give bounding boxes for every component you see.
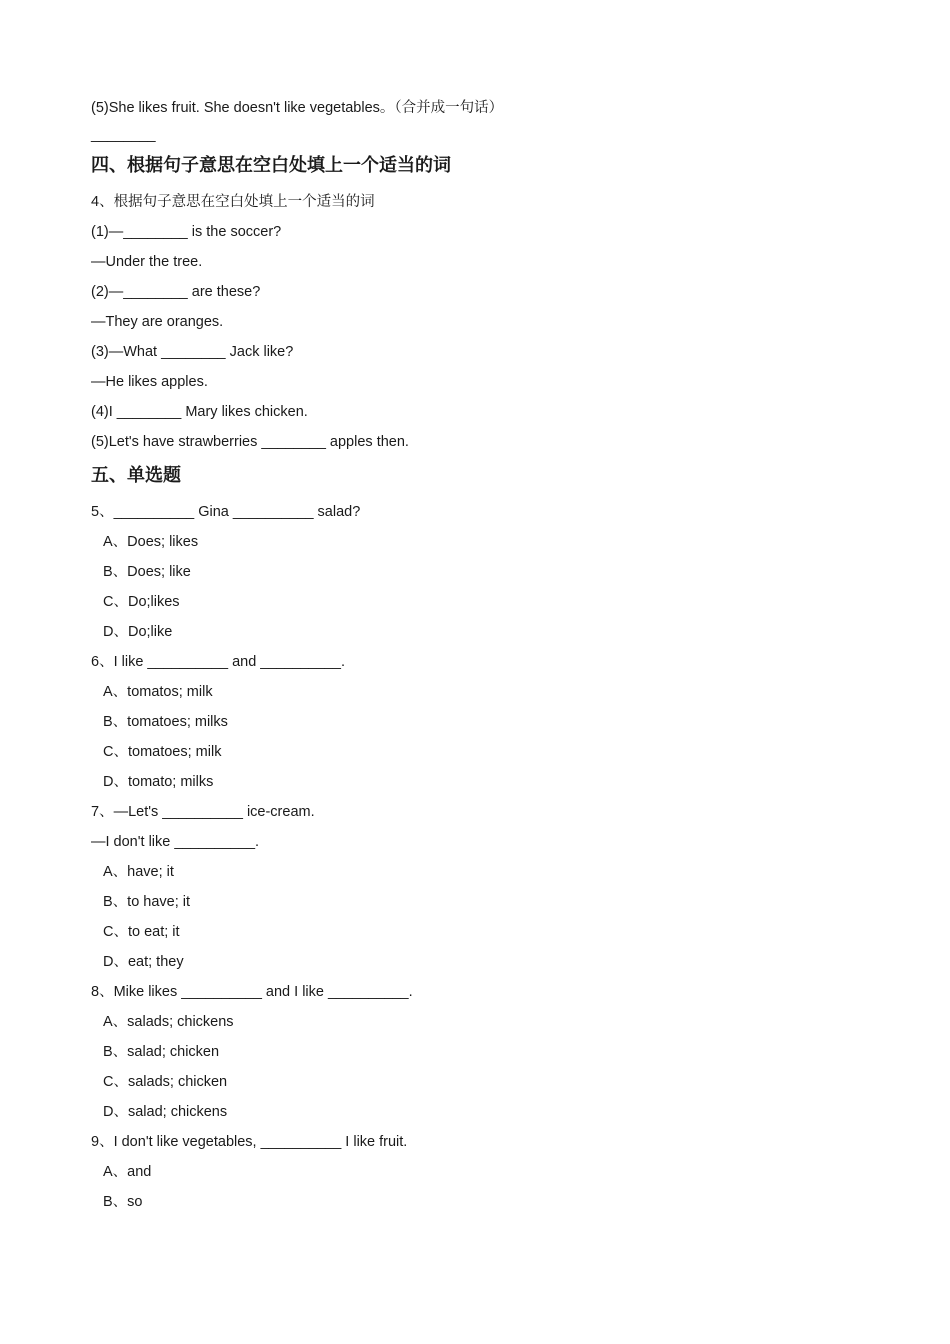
answer-option: A、have; it <box>103 864 174 880</box>
answer-option: B、Does; like <box>103 564 191 580</box>
q3-5-combine-sentence: (5)She likes fruit. She doesn't like vegetables。（合并成一句话） <box>91 100 504 116</box>
question-stem: 5、__________ Gina __________ salad? <box>91 504 361 520</box>
section-5-heading: 五、单选题 <box>91 465 181 486</box>
answer-option: B、salad; chicken <box>103 1044 220 1060</box>
answer-option: C、Do;likes <box>103 594 180 610</box>
question-stem: 7、—Let's __________ ice-cream. <box>91 804 315 820</box>
answer-option: C、tomatoes; milk <box>103 744 222 760</box>
answer-option: D、salad; chickens <box>103 1104 228 1120</box>
answer-option: D、tomato; milks <box>103 774 214 790</box>
answer-option: C、salads; chicken <box>103 1074 228 1090</box>
answer-option: A、tomatos; milk <box>103 684 213 700</box>
answer-option: C、to eat; it <box>103 924 180 940</box>
answer-option: A、salads; chickens <box>103 1014 234 1030</box>
answer-option: B、to have; it <box>103 894 191 910</box>
question-stem: 8、Mike likes __________ and I like __________. <box>91 984 413 1000</box>
section-4-line: (2)—________ are these? <box>91 284 261 300</box>
answer-option: B、tomatoes; milks <box>103 714 228 730</box>
answer-option: B、so <box>103 1194 143 1210</box>
section-4-line: —They are oranges. <box>91 314 224 330</box>
section-4-line: —Under the tree. <box>91 254 203 270</box>
worksheet-page <box>91 93 891 1217</box>
answer-option: D、eat; they <box>103 954 184 970</box>
section-4-line: (1)—________ is the soccer? <box>91 224 282 240</box>
section-4-line: (5)Let's have strawberries ________ apples then. <box>91 434 409 450</box>
answer-option: A、and <box>103 1164 152 1180</box>
answer-option: D、Do;like <box>103 624 173 640</box>
question-stem: 6、I like __________ and __________. <box>91 654 345 670</box>
answer-option: A、Does; likes <box>103 534 199 550</box>
section-4-line: (3)—What ________ Jack like? <box>91 344 294 360</box>
section-4-line: —He likes apples. <box>91 374 208 390</box>
section-4-heading: 四、根据句子意思在空白处填上一个适当的词 <box>91 155 451 176</box>
question-stem: 9、I don't like vegetables, __________ I like fruit. <box>91 1134 408 1150</box>
section-4-intro: 4、根据句子意思在空白处填上一个适当的词 <box>91 194 375 210</box>
q3-5-answer-blank: ________ <box>91 127 156 143</box>
question-stem: —I don't like __________. <box>91 834 260 850</box>
section-4-line: (4)I ________ Mary likes chicken. <box>91 404 308 420</box>
